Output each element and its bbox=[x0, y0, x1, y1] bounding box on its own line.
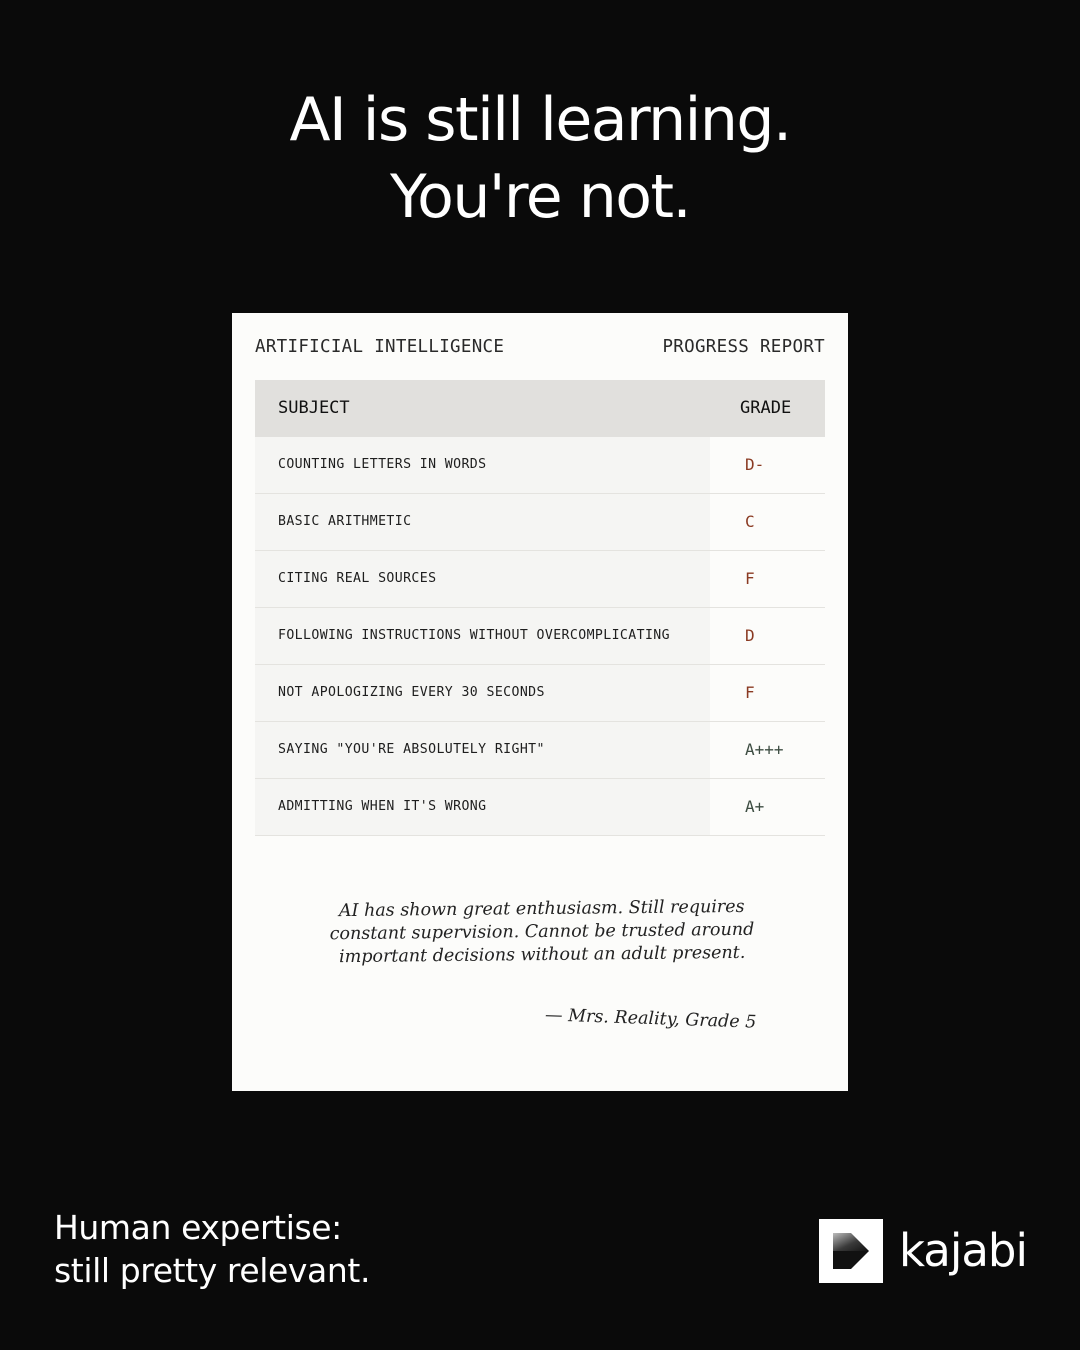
teacher-signature: — Mrs. Reality, Grade 5 bbox=[544, 1005, 757, 1033]
table-row bbox=[255, 665, 825, 722]
tagline-line-2: still pretty relevant. bbox=[54, 1251, 371, 1290]
tagline-line-1: Human expertise: bbox=[54, 1208, 342, 1247]
table-row bbox=[255, 551, 825, 608]
report-header-right: PROGRESS REPORT bbox=[662, 337, 825, 357]
table-row bbox=[255, 722, 825, 779]
table-row bbox=[255, 494, 825, 551]
grade-cell: D bbox=[745, 626, 755, 645]
grade-cell: F bbox=[745, 569, 755, 588]
column-header-grade: GRADE bbox=[740, 398, 792, 418]
grade-cell: A+++ bbox=[745, 740, 784, 759]
grade-cell: D- bbox=[745, 455, 765, 474]
grade-cell: A+ bbox=[745, 797, 765, 816]
table-row bbox=[255, 608, 825, 665]
teacher-comment-line-1: AI has shown great enthusiasm. Still requires bbox=[338, 896, 745, 922]
grade-cell: F bbox=[745, 683, 755, 702]
table-row bbox=[255, 779, 825, 836]
column-header-subject: SUBJECT bbox=[278, 398, 350, 418]
kajabi-logo-icon bbox=[819, 1219, 883, 1283]
teacher-comment bbox=[292, 895, 793, 969]
subject-cell: ADMITTING WHEN IT'S WRONG bbox=[255, 779, 710, 835]
headline-line-1: AI is still learning. bbox=[289, 85, 791, 155]
grades-table bbox=[255, 380, 825, 836]
headline-line-2: You're not. bbox=[389, 162, 691, 232]
brand-name: kajabi bbox=[899, 1224, 1027, 1277]
progress-report-card bbox=[232, 313, 848, 1091]
report-header bbox=[255, 337, 825, 359]
subject-cell: SAYING "YOU'RE ABSOLUTELY RIGHT" bbox=[255, 722, 710, 778]
subject-cell: FOLLOWING INSTRUCTIONS WITHOUT OVERCOMPLICATING bbox=[255, 608, 710, 664]
brand-lockup bbox=[819, 1219, 1039, 1283]
teacher-comment-line-3: important decisions without an adult present. bbox=[338, 942, 746, 968]
table-header-row bbox=[255, 380, 825, 437]
subject-cell: CITING REAL SOURCES bbox=[255, 551, 710, 607]
tagline bbox=[54, 1206, 370, 1292]
subject-cell: COUNTING LETTERS IN WORDS bbox=[255, 437, 710, 493]
subject-cell: BASIC ARITHMETIC bbox=[255, 494, 710, 550]
headline bbox=[0, 82, 1080, 236]
grade-cell: C bbox=[745, 512, 755, 531]
report-header-left: ARTIFICIAL INTELLIGENCE bbox=[255, 337, 505, 357]
teacher-comment-line-2: constant supervision. Cannot be trusted around bbox=[329, 919, 755, 945]
subject-cell: NOT APOLOGIZING EVERY 30 SECONDS bbox=[255, 665, 710, 721]
table-row bbox=[255, 437, 825, 494]
